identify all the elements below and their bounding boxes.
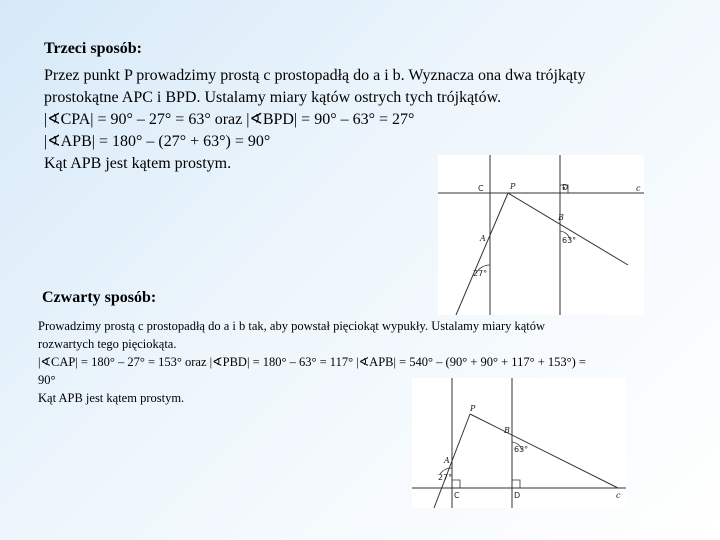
label-angle-63: 63°	[514, 445, 529, 454]
section4-line-2: rozwartych tego pięciokąta.	[38, 337, 177, 351]
label-d-point: D	[562, 183, 569, 192]
label-c-point: C	[478, 184, 484, 193]
label-angle-27: 27°	[473, 269, 488, 278]
section4-line-4: 90°	[38, 373, 56, 387]
segment-pb	[470, 414, 618, 488]
label-angle-27: 27°	[438, 473, 453, 482]
section3-line-4: |∢APB| = 180° – (27° + 63°) = 90°	[44, 133, 271, 150]
label-p-point: P	[510, 182, 516, 191]
label-b-point: B	[504, 426, 510, 435]
label-c-line: c	[616, 491, 621, 500]
segment-pa	[456, 193, 508, 315]
section3-line-5: Kąt APB jest kątem prostym.	[44, 155, 232, 172]
section4-line-1: Prowadzimy prostą c prostopadłą do a i b tak, aby powstał pięciokąt wypukły. Ustalamy miary kątów	[38, 319, 546, 333]
section3-heading: Trzeci sposób:	[44, 40, 142, 57]
section3-line-1: Przez punkt P prowadzimy prostą c prostopadłą do a i b. Wyznacza ona dwa trójkąty	[44, 67, 586, 84]
right-angle-d-marker	[512, 480, 520, 488]
label-c-point: C	[454, 491, 460, 500]
section3-line-3: |∢CPA| = 90° – 27° = 63° oraz |∢BPD| = 90° – 63° = 27°	[44, 111, 415, 128]
label-a-point: A	[444, 456, 450, 465]
label-c-line: c	[636, 184, 641, 193]
label-angle-63: 63°	[562, 236, 577, 245]
section3-line-2: prostokątne APC i BPD. Ustalamy miary kątów ostrych tych trójkątów.	[44, 89, 502, 106]
section3-figure	[438, 155, 644, 315]
section4-line-5: Kąt APB jest kątem prostym.	[38, 391, 185, 405]
label-d-point: D	[514, 491, 521, 500]
section3-geometry-diagram	[438, 155, 644, 315]
label-p-point: P	[470, 404, 476, 413]
section4-line-3: |∢CAP| = 180° – 27° = 153° oraz |∢PBD| = 180° – 63° = 117° |∢APB| = 540° – (90° + 90° + 117° + 153°) =	[38, 355, 586, 369]
right-angle-c-marker	[452, 480, 460, 488]
section4-figure	[412, 378, 626, 508]
label-a-point: A	[480, 234, 486, 243]
section4-geometry-diagram	[412, 378, 626, 508]
segment-pb	[508, 193, 628, 265]
section4-heading: Czwarty sposób:	[42, 289, 157, 306]
label-b-point: B	[558, 213, 564, 222]
